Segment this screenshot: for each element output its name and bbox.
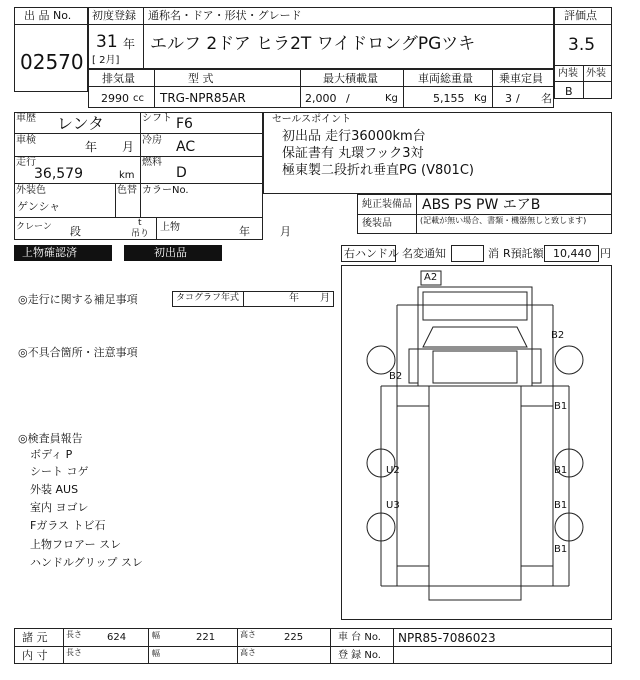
width-value: 221 xyxy=(196,632,216,643)
crane-dan: 段 xyxy=(70,225,81,238)
crane-t: t xyxy=(138,218,142,228)
crane-tsuri: 吊り xyxy=(131,229,150,239)
interior-label: 内装 xyxy=(558,68,578,79)
model-name: エルフ 2ドア ヒラ2T ワイドロングPGツキ xyxy=(150,34,476,54)
max-load-unit: Kg xyxy=(385,93,398,104)
sales-points-label: セールスポイント xyxy=(272,114,352,125)
equipment-label: 純正装備品 xyxy=(362,199,412,210)
lot-label: 出 品 No. xyxy=(24,9,72,22)
gross-value: 5,155 xyxy=(433,92,465,105)
equipment-value: ABS PS PW エアB xyxy=(422,197,541,213)
driving-notes-heading: ◎走行に関する補足事項 xyxy=(18,293,138,306)
displacement-value: 2990 xyxy=(101,92,129,105)
color-change-label: 色替 xyxy=(117,185,137,196)
interior-grade: B xyxy=(565,85,573,98)
max-load-value: 2,000 xyxy=(305,92,337,105)
tacho-month: 月 xyxy=(320,293,330,304)
color-label: 外装色 xyxy=(16,185,46,196)
color-value: ゲンシャ xyxy=(17,200,61,213)
capacity-unit: 名 xyxy=(541,92,552,105)
score-value: 3.5 xyxy=(568,35,596,55)
inspector-line: ボディ P xyxy=(30,448,73,461)
mileage-unit: km xyxy=(119,170,135,181)
interior-dims-label: 内 寸 xyxy=(22,649,48,662)
ac-label: 冷房 xyxy=(142,135,162,146)
sales-point-line: 初出品 走行36000km台 xyxy=(282,129,426,144)
dims-label: 諸 元 xyxy=(22,631,48,644)
inspector-line: 上物フロアー スレ xyxy=(30,538,122,551)
damage-mark: B1 xyxy=(554,465,568,476)
length-value: 624 xyxy=(107,632,127,643)
type-value: TRG-NPR85AR xyxy=(160,91,246,105)
length-label: 長さ xyxy=(66,648,82,657)
defects-heading: ◎不具合箇所・注意事項 xyxy=(18,346,138,359)
history-label: 車歴 xyxy=(16,113,36,124)
upper-label: 上物 xyxy=(160,222,180,233)
aftermarket-note: (記載が無い場合、書類・機器無しと致します) xyxy=(420,216,587,225)
upper-confirmed-badge: 上物確認済 xyxy=(14,245,112,261)
height-label: 高さ xyxy=(240,630,256,639)
inspector-heading: ◎検査員報告 xyxy=(18,432,83,445)
damage-mark: A2 xyxy=(424,272,438,283)
capacity-value: 3 xyxy=(505,92,512,105)
r-estimate-unit: 円 xyxy=(600,247,611,260)
height-value: 225 xyxy=(284,632,304,643)
year-unit: 年 xyxy=(123,37,136,51)
inspector-line: シート コゲ xyxy=(30,465,89,478)
capacity-sep: / xyxy=(516,92,520,105)
gross-unit: Kg xyxy=(474,93,487,104)
width-label: 幅 xyxy=(152,649,160,658)
first-reg-year: 31 xyxy=(96,32,118,52)
damage-mark: B2 xyxy=(389,371,403,382)
name-change-box xyxy=(451,245,484,262)
damage-mark: B1 xyxy=(554,500,568,511)
chassis-value: NPR85-7086023 xyxy=(398,631,496,645)
inspection-month: 月 xyxy=(122,140,135,154)
mileage-label: 走行 xyxy=(16,157,36,168)
max-load-label: 最大積載量 xyxy=(323,72,378,85)
inspector-line: ハンドルグリップ スレ xyxy=(30,556,143,569)
damage-mark: B1 xyxy=(554,544,568,555)
first-reg-label: 初度登録 xyxy=(92,9,136,22)
fuel-value: D xyxy=(176,165,187,181)
mileage-value: 36,579 xyxy=(34,166,83,182)
crane-label: クレーン xyxy=(16,222,52,232)
gross-label: 車両総重量 xyxy=(418,72,473,85)
first-listing-badge: 初出品 xyxy=(124,245,222,261)
inspection-label: 車検 xyxy=(16,135,36,146)
damage-mark: U3 xyxy=(386,500,400,511)
sales-point-line: 保証書有 丸環フック3対 xyxy=(282,146,424,161)
color-code-label: カラーNo. xyxy=(142,185,189,196)
chassis-label: 車 台 No. xyxy=(338,632,381,643)
damage-mark: B2 xyxy=(551,330,565,341)
name-change-label: 名変通知 xyxy=(402,247,446,260)
upper-year: 年 xyxy=(239,225,250,238)
r-estimate-label: R預託額 xyxy=(503,247,544,260)
ac-value: AC xyxy=(176,139,196,155)
registration-label: 登 録 No. xyxy=(338,650,381,661)
r-estimate-value: 10,440 xyxy=(553,247,592,260)
damage-mark: B1 xyxy=(554,401,568,412)
inspector-line: 室内 ヨゴレ xyxy=(30,501,89,514)
displacement-unit: cc xyxy=(133,93,144,104)
shift-label: シフト xyxy=(142,113,172,124)
truck-diagram xyxy=(341,265,612,620)
upper-month: 月 xyxy=(280,225,291,238)
exterior-label: 外装 xyxy=(586,68,606,79)
height-label: 高さ xyxy=(240,648,256,657)
aftermarket-label: 後装品 xyxy=(362,218,392,229)
fuel-label: 燃料 xyxy=(142,157,162,168)
tacho-year: 年 xyxy=(289,293,299,304)
rhd-label: 右ハンドル xyxy=(344,247,399,260)
sales-point-line: 極東製二段折れ垂直PG (V801C) xyxy=(282,163,474,178)
disappear-label: 消 xyxy=(488,247,499,260)
shift-value: F6 xyxy=(176,116,193,132)
model-label: 通称名・ドア・形状・グレード xyxy=(148,9,302,22)
inspector-line: 外装 AUS xyxy=(30,483,79,496)
inspection-year: 年 xyxy=(85,140,98,154)
width-label: 幅 xyxy=(152,631,160,640)
lot-number: 02570 xyxy=(20,50,84,74)
damage-mark: U2 xyxy=(386,465,400,476)
inspector-line: Fガラス トビ石 xyxy=(30,519,106,532)
score-label: 評価点 xyxy=(564,9,597,22)
tacho-label: タコグラフ年式 xyxy=(176,293,240,303)
displacement-label: 排気量 xyxy=(102,72,135,85)
length-label: 長さ xyxy=(66,630,82,639)
max-load-sep: / xyxy=(346,92,350,105)
type-label: 型 式 xyxy=(188,72,214,85)
history-value: レンタ xyxy=(57,114,104,133)
capacity-label: 乗車定員 xyxy=(499,72,543,85)
first-reg-month: [ 2月] xyxy=(92,55,120,66)
